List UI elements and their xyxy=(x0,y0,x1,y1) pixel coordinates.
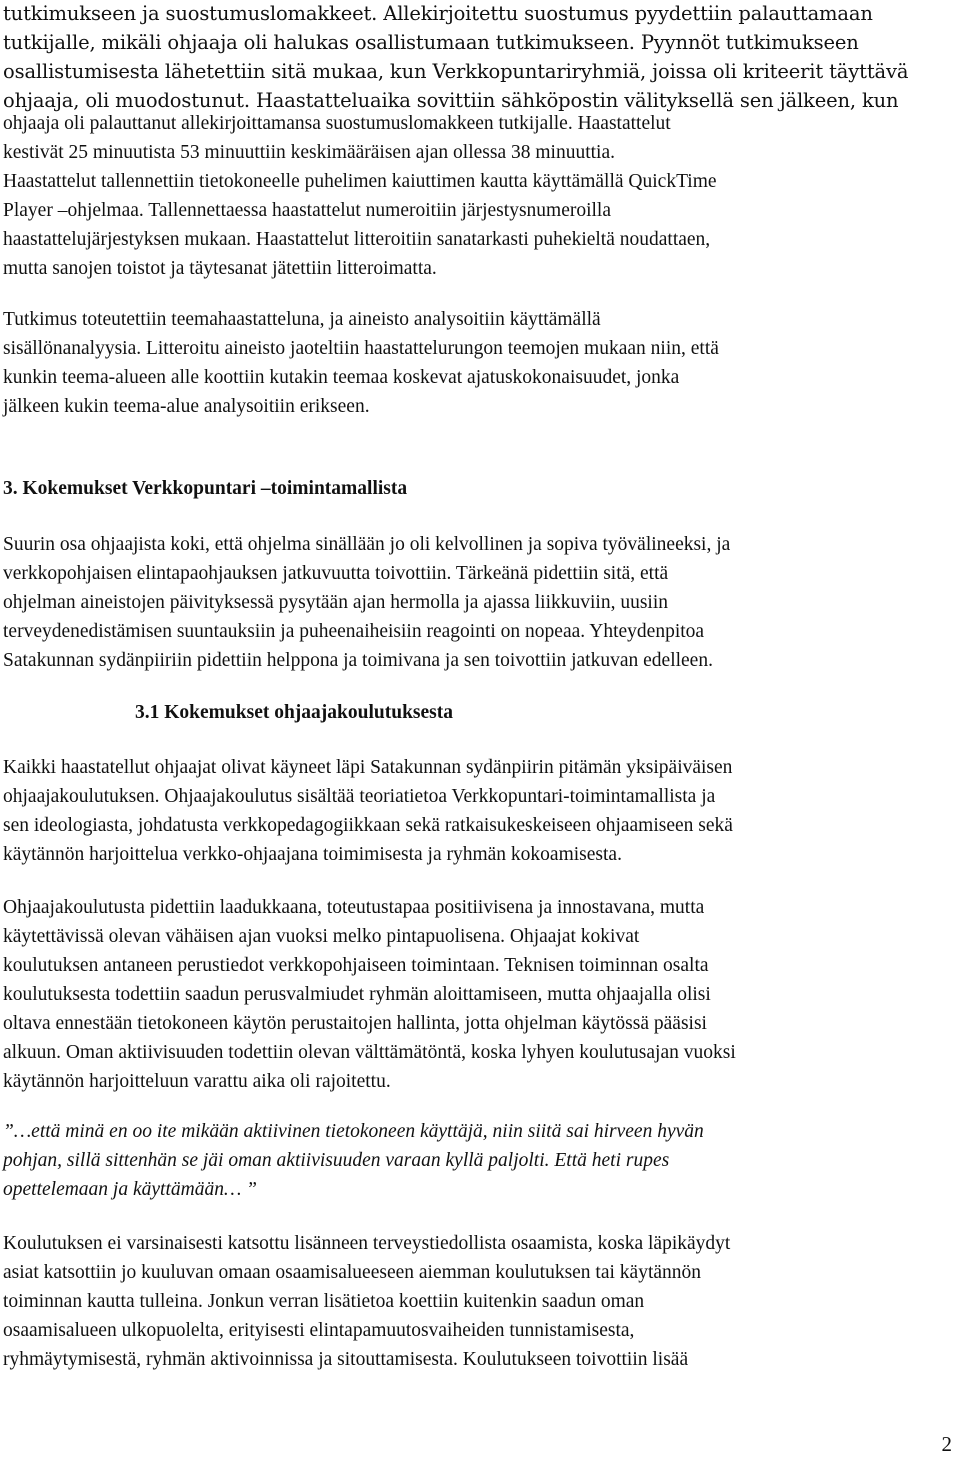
text-line: käytännön harjoitteluun varattu aika oli rajoitettu. xyxy=(3,1071,391,1092)
text-line: kunkin teema-alueen alle koottiin kutakin teemaa koskevat ajatuskokonaisuudet, jonka xyxy=(3,367,680,388)
paragraph-training xyxy=(3,753,955,869)
text-line: jälkeen kukin teema-alue analysoitiin erikseen. xyxy=(3,396,370,417)
text-line: mutta sanojen toistot ja täytesanat jätettiin litteroimatta. xyxy=(3,258,437,279)
text-line: kestivät 25 minuutista 53 minuuttiin keskimääräisen ajan ollessa 38 minuuttia. xyxy=(3,142,615,163)
paragraph-procedure-a xyxy=(3,0,955,115)
text-line: ohjelman aineistojen päivityksessä pysytään ajan hermolla ja ajassa liikkuviin, uusiin xyxy=(3,592,669,613)
paragraph-procedure-b xyxy=(3,109,955,283)
text-line: koulutuksen antaneen perustiedot verkkopohjaiseen toimintaan. Teknisen toiminnan osalta xyxy=(3,955,709,976)
paragraph-health-knowledge xyxy=(3,1229,955,1374)
paragraph-training-evaluation xyxy=(3,893,955,1096)
text-line: opettelemaan ja käyttämään… ” xyxy=(3,1179,258,1200)
interview-quote xyxy=(3,1117,955,1204)
section-heading-3-1 xyxy=(135,698,835,727)
text-line: Satakunnan sydänpiiriin pidettiin helppona ja toimivana ja sen toivottiin jatkuvan edelleen. xyxy=(3,650,713,671)
text-line: osaamisalueen ulkopuolelta, erityisesti elintapamuutosvaiheiden tunnistamisesta, xyxy=(3,1320,635,1341)
text-line: ”…että minä en oo ite mikään aktiivinen tietokoneen käyttäjä, niin siitä sai hirveen hyvän xyxy=(3,1121,704,1142)
text-line: asiat katsottiin jo kuuluvan omaan osaamisalueeseen aiemman koulutuksen tai käytännön xyxy=(3,1262,702,1283)
text-line: Suurin osa ohjaajista koki, että ohjelma sinällään jo oli kelvollinen ja sopiva työvälineeksi, ja xyxy=(3,534,731,555)
text-line: ohjaajakoulutuksen. Ohjaajakoulutus sisältää teoriatietoa Verkkopuntari-toimintamallista ja xyxy=(3,786,716,807)
text-line: ohjaaja oli palauttanut allekirjoittamansa suostumuslomakkeen tutkijalle. Haastattelut xyxy=(3,113,671,134)
text-line: osallistumisesta lähetettiin sitä mukaa, kun Verkkopuntariryhmiä, joissa oli kriteerit täyttävä xyxy=(3,60,909,83)
text-line: käytettävissä olevan vähäisen ajan vuoksi melko pintapuolisena. Ohjaajat kokivat xyxy=(3,926,640,947)
paragraph-method xyxy=(3,305,955,421)
text-line: ohjaaja, oli muodostunut. Haastatteluaika sovittiin sähköpostin välityksellä sen jälkeen, kun xyxy=(3,89,899,112)
page-number: 2 xyxy=(941,1432,952,1456)
text-line: oltava ennestään tietokoneen käytön perustaitojen hallinta, jotta ohjelman käytössä pääsisi xyxy=(3,1013,707,1034)
text-line: Ohjaajakoulutusta pidettiin laadukkaana, toteutustapaa positiivisena ja innostavana, mutta xyxy=(3,897,705,918)
text-line: käytännön harjoittelua verkko-ohjaajana toimimisesta ja ryhmän kokoamisesta. xyxy=(3,844,622,865)
text-line: koulutuksesta todettiin saadun perusvalmiudet ryhmän aloittamiseen, mutta ohjaajalla olisi xyxy=(3,984,711,1005)
text-line: Tutkimus toteutettiin teemahaastatteluna, ja aineisto analysoitiin käyttämällä xyxy=(3,309,601,330)
text-line: sen ideologiasta, johdatusta verkkopedagogiikkaan sekä ratkaisukeskeiseen ohjaamiseen sekä xyxy=(3,815,733,836)
text-line: alkuun. Oman aktiivisuuden todettiin olevan välttämätöntä, koska lyhyen koulutusajan vuoksi xyxy=(3,1042,736,1063)
heading-text: 3.1 Kokemukset ohjaajakoulutuksesta xyxy=(135,702,454,723)
text-line: Koulutuksen ei varsinaisesti katsottu lisänneen terveystiedollista osaamista, koska läpikäydyt xyxy=(3,1233,731,1254)
text-line: verkkopohjaisen elintapaohjauksen jatkuvuutta toivottiin. Tärkeänä pidettiin sitä, että xyxy=(3,563,669,584)
text-line: Player –ohjelmaa. Tallennettaessa haastattelut numeroitiin järjestysnumeroilla xyxy=(3,200,612,221)
text-line: tutkimukseen ja suostumuslomakkeet. Allekirjoitettu suostumus pyydettiin palauttamaan xyxy=(3,2,873,25)
text-line: terveydenedistämisen suuntauksiin ja puheenaiheisiin reagointi on nopeaa. Yhteydenpitoa xyxy=(3,621,705,642)
text-line: toiminnan kautta tulleina. Jonkun verran lisätietoa koettiin kuitenkin saadun oman xyxy=(3,1291,645,1312)
paragraph-experiences xyxy=(3,530,955,675)
text-line: sisällönanalyysia. Litteroitu aineisto jaoteltiin haastattelurungon teemojen mukaan niin, että xyxy=(3,338,719,359)
text-line: ryhmäytymisestä, ryhmän aktivoinnissa ja sitouttamisesta. Koulutukseen toivottiin lisää xyxy=(3,1349,689,1370)
text-line: pohjan, sillä sittenhän se jäi oman aktiivisuuden varaan kyllä paljolti. Että heti rupes xyxy=(3,1150,670,1171)
text-line: Haastattelut tallennettiin tietokoneelle puhelimen kaiuttimen kautta käyttämällä QuickTime xyxy=(3,171,717,192)
section-heading-3 xyxy=(3,474,955,503)
heading-text: 3. Kokemukset Verkkopuntari –toimintamallista xyxy=(3,478,408,499)
text-line: haastattelujärjestyksen mukaan. Haastattelut litteroitiin sanatarkasti puhekieltä noudattaen, xyxy=(3,229,711,250)
text-line: tutkijalle, mikäli ohjaaja oli halukas osallistumaan tutkimukseen. Pyynnöt tutkimukseen xyxy=(3,31,859,54)
text-line: Kaikki haastatellut ohjaajat olivat käyneet läpi Satakunnan sydänpiirin pitämän yksipäiväisen xyxy=(3,757,733,778)
